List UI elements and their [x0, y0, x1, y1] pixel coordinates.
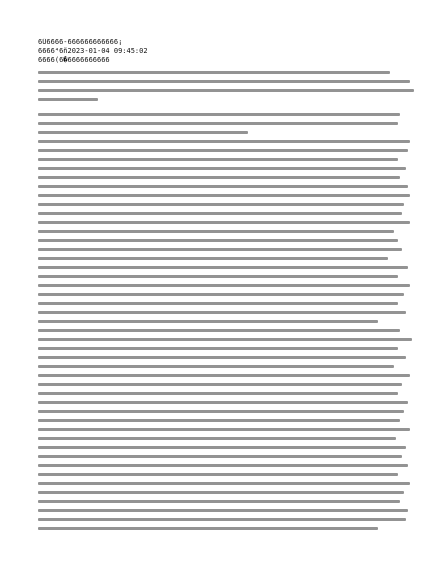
text-row [38, 275, 398, 278]
text-row [38, 491, 404, 494]
text-row [38, 230, 394, 233]
text-row [38, 176, 400, 179]
text-row [38, 338, 412, 341]
document-header-line: 6Ü6666-666666666666¡ [38, 38, 123, 46]
text-row [38, 455, 402, 458]
text-row [38, 446, 406, 449]
text-row [38, 365, 394, 368]
text-row [38, 71, 390, 74]
text-row [38, 140, 410, 143]
text-row [38, 167, 406, 170]
text-row [38, 293, 404, 296]
text-row [38, 80, 410, 83]
text-row [38, 320, 378, 323]
text-row [38, 149, 408, 152]
text-row [38, 509, 408, 512]
text-row [38, 122, 398, 125]
text-row [38, 437, 396, 440]
text-row [38, 257, 388, 260]
text-row [38, 248, 402, 251]
text-row [38, 221, 410, 224]
text-row [38, 212, 402, 215]
text-row [38, 383, 402, 386]
text-row [38, 185, 408, 188]
text-row [38, 401, 408, 404]
text-row [38, 329, 400, 332]
document-timestamp-line: 6666⁴6ñ2023-01-04 09:45:02 [38, 47, 148, 55]
text-row [38, 482, 410, 485]
text-row [38, 266, 408, 269]
text-row [38, 527, 378, 530]
text-row [38, 311, 406, 314]
text-row [38, 89, 414, 92]
document-body [38, 71, 418, 530]
text-row [38, 347, 398, 350]
text-row [38, 158, 398, 161]
text-row [38, 473, 398, 476]
text-row [38, 374, 410, 377]
text-row [38, 113, 400, 116]
text-row [38, 194, 410, 197]
text-row [38, 428, 410, 431]
text-row [38, 356, 406, 359]
document-subheader-line: 6666(6�6666666666 [38, 56, 110, 64]
text-row [38, 464, 408, 467]
text-row [38, 284, 410, 287]
text-row [38, 410, 404, 413]
text-row [38, 302, 398, 305]
text-row [38, 419, 400, 422]
text-row [38, 98, 98, 101]
text-row [38, 500, 400, 503]
text-row [38, 239, 398, 242]
text-row [38, 203, 404, 206]
text-row [38, 518, 406, 521]
text-row [38, 392, 398, 395]
text-row [38, 131, 248, 134]
